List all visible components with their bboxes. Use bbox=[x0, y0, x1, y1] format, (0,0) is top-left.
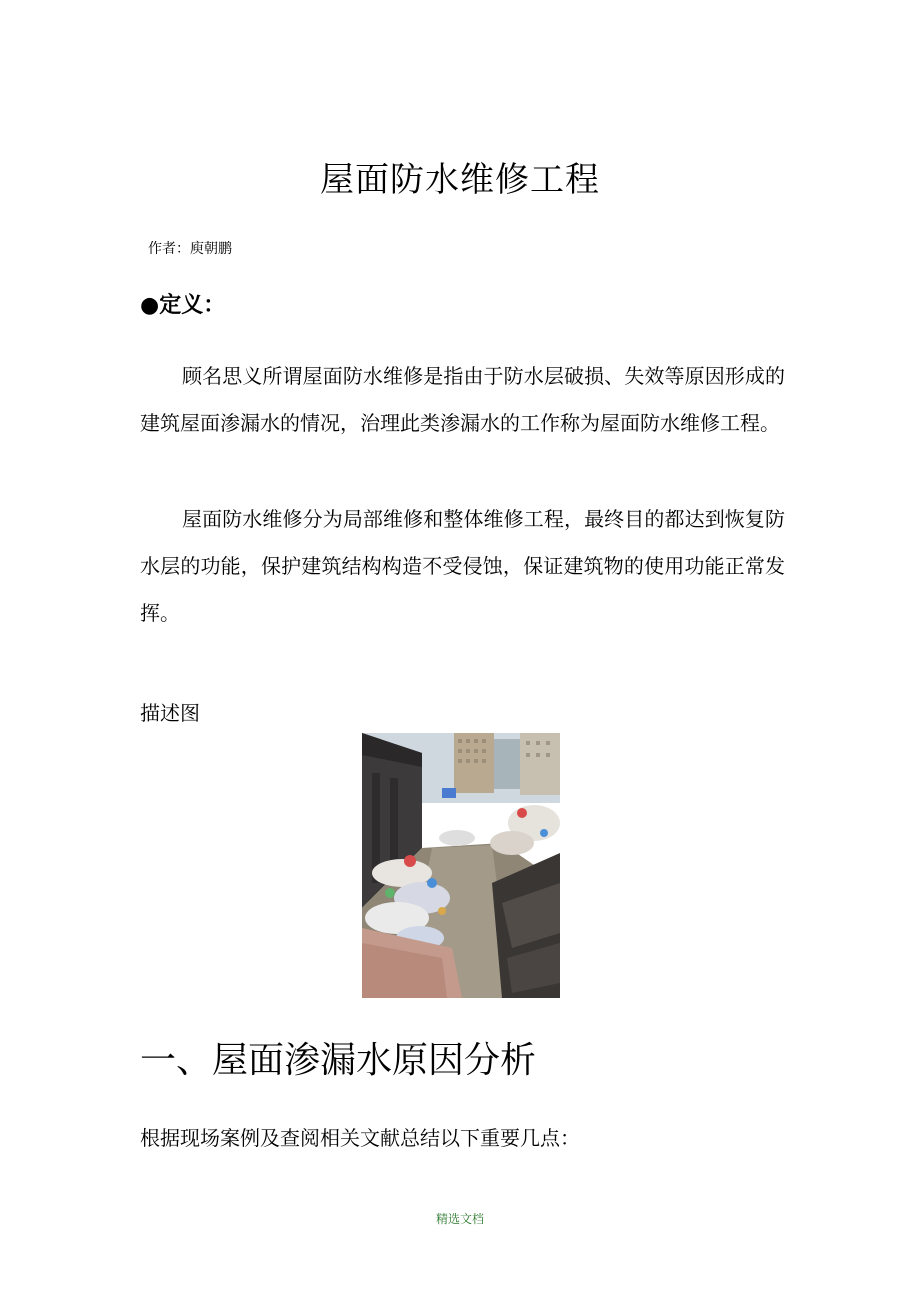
section-heading: 一、屋面渗漏水原因分析 bbox=[140, 1040, 537, 1081]
definition-paragraph-1: 顾名思义所谓屋面防水维修是指由于防水层破损、失效等原因形成的建筑屋面渗漏水的情况，治理此类渗漏水的工作称为屋面防水维修工程。 bbox=[140, 364, 785, 435]
rooftop-repair-photo bbox=[362, 733, 560, 998]
definition-paragraph-2: 屋面防水维修分为局部维修和整体维修工程，最终目的都达到恢复防水层的功能，保护建筑结构构造不受侵蚀，保证建筑物的使用功能正常发挥。 bbox=[140, 507, 785, 625]
author-line: 作者：庾朝鹏 bbox=[148, 241, 232, 257]
page-footer: 精选文档 bbox=[435, 1212, 484, 1226]
section-intro: 根据现场案例及查阅相关文献总结以下重要几点： bbox=[140, 1126, 580, 1150]
figure-caption: 描述图 bbox=[140, 701, 200, 725]
definition-heading: ●定义： bbox=[140, 293, 226, 318]
document-title: 屋面防水维修工程 bbox=[320, 160, 600, 200]
